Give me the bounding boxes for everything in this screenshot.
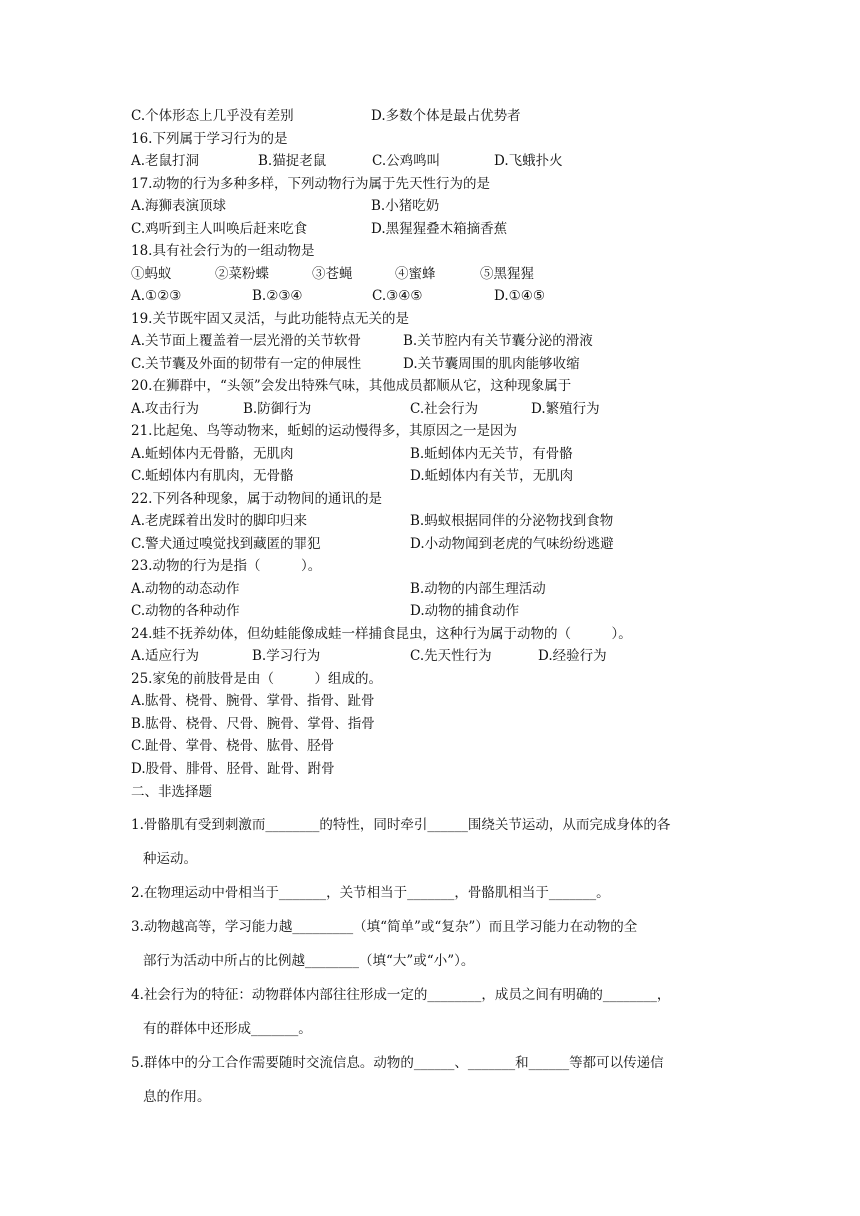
question-line: 5.群体中的分工合作需要随时交流信息。动物的______、_______和______等都可以传递信 — [131, 1054, 664, 1071]
option-c: C.警犬通过嗅觉找到藏匿的罪犯 — [131, 535, 321, 552]
question-line: 2.在物理运动中骨相当于_______，关节相当于_______，骨骼肌相当于_______。 — [131, 884, 610, 901]
option-a: A.蚯蚓体内无骨骼，无肌肉 — [131, 445, 294, 462]
option-a: A.动物的动态动作 — [131, 580, 240, 597]
option-a: A.老虎踩着出发时的脚印归来 — [131, 513, 308, 529]
animal-3: ③苍蝇 — [312, 265, 353, 282]
question-21-options-ab — [131, 443, 751, 466]
question-line-continued: 息的作用。 — [143, 1088, 211, 1105]
question-18-stem: 18.具有社会行为的一组动物是 — [131, 243, 315, 259]
option-a: A.①②③ — [131, 288, 182, 304]
option-b: B.防御行为 — [243, 400, 312, 417]
option-c: C.先天性行为 — [410, 648, 492, 664]
question-21-stem: 21.比起兔、鸟等动物来，蚯蚓的运动慢得多，其原因之一是因为 — [131, 423, 517, 439]
option-c: C.公鸡鸣叫 — [372, 153, 441, 169]
fill-in-question-5 — [131, 1046, 751, 1114]
question-19-options-ab — [131, 330, 751, 353]
option-b: B.关节腔内有关节囊分泌的滑液 — [403, 333, 593, 349]
question-17-stem: 17.动物的行为多种多样，下列动物行为属于先天性行为的是 — [131, 175, 490, 192]
question-15-options-cd — [131, 105, 751, 128]
option-d: D.黑猩猩叠木箱摘香蕉 — [371, 220, 508, 237]
option-d: D.经验行为 — [538, 648, 607, 664]
question-20-options — [131, 398, 751, 421]
option-a: A.适应行为 — [131, 648, 200, 664]
animal-5: ⑤黑猩猩 — [480, 265, 534, 282]
question-line: 4.社会行为的特征：动物群体内部往往形成一定的________，成员之间有明确的________， — [131, 986, 671, 1003]
option-a: A.肱骨、桡骨、腕骨、掌骨、指骨、趾骨 — [131, 693, 375, 709]
option-b: B.小猪吃奶 — [371, 198, 440, 214]
option-b: B.学习行为 — [252, 648, 321, 664]
animal-1: ①蚂蚁 — [131, 265, 172, 282]
option-d: D.繁殖行为 — [531, 400, 600, 417]
animal-4: ④蜜蜂 — [395, 265, 436, 282]
question-17-options-ab — [131, 195, 751, 218]
question-19-stem: 19.关节既牢固又灵活，与此功能特点无关的是 — [131, 310, 409, 327]
option-b: B.蚂蚁根据同伴的分泌物找到食物 — [410, 513, 614, 529]
question-line-continued: 部行为活动中所占的比例越________（填“大”或“小”）。 — [143, 952, 475, 969]
question-23-stem: 23.动物的行为是指（ ）。 — [131, 558, 322, 574]
option-a: A.攻击行为 — [131, 400, 200, 417]
option-a: A.老鼠打洞 — [131, 153, 200, 169]
option-b: B.动物的内部生理活动 — [410, 580, 546, 597]
option-d: D.蚯蚓体内有关节，无肌肉 — [410, 468, 574, 484]
question-line-continued: 有的群体中还形成_______。 — [143, 1020, 312, 1037]
question-22-options-cd — [131, 533, 751, 556]
option-d: D.多数个体是最占优势者 — [371, 108, 521, 124]
animal-2: ②菜粉蝶 — [215, 265, 269, 282]
option-b: B.肱骨、桡骨、尺骨、腕骨、掌骨、指骨 — [131, 715, 375, 732]
question-23-options-cd — [131, 600, 751, 623]
option-b: B.蚯蚓体内无关节，有骨骼 — [410, 445, 573, 462]
question-16-stem: 16.下列属于学习行为的是 — [131, 130, 288, 147]
option-c: C.蚯蚓体内有肌肉，无骨骼 — [131, 468, 294, 484]
question-20-stem: 20.在狮群中，“头领”会发出特殊气味，其他成员都顺从它，这种现象属于 — [131, 378, 572, 394]
fill-in-question-3 — [131, 910, 751, 978]
question-line: 3.动物越高等，学习能力越_________（填“简单”或“复杂”）而且学习能力在动物的全 — [131, 918, 638, 935]
option-a: A.关节面上覆盖着一层光滑的关节软骨 — [131, 333, 362, 349]
option-b: B.猫捉老鼠 — [258, 153, 327, 169]
question-17-options-cd — [131, 218, 751, 241]
option-c: C.动物的各种动作 — [131, 603, 240, 619]
question-24-options — [131, 645, 751, 668]
question-21-options-cd — [131, 465, 751, 488]
question-16-options — [131, 150, 751, 173]
option-c: C.个体形态上几乎没有差别 — [131, 108, 294, 124]
option-d: D.①④⑤ — [494, 288, 545, 304]
question-22-options-ab — [131, 510, 751, 533]
option-d: D.小动物闻到老虎的气味纷纷逃避 — [410, 535, 614, 552]
section-title: 二、非选择题 — [131, 784, 212, 800]
question-25-stem: 25.家兔的前肢骨是由（ ）组成的。 — [131, 670, 382, 687]
option-d: D.关节囊周围的肌肉能够收缩 — [403, 355, 580, 372]
question-19-options-cd — [131, 353, 751, 376]
question-24-stem: 24.蛙不抚养幼体，但幼蛙能像成蛙一样捕食昆虫，这种行为属于动物的（ ）。 — [131, 625, 632, 642]
question-18-animals — [131, 263, 751, 286]
question-22-stem: 22.下列各种现象，属于动物间的通讯的是 — [131, 490, 382, 507]
exam-page — [131, 105, 751, 1114]
option-b: B.②③④ — [252, 288, 303, 304]
option-c: C.鸡听到主人叫唤后赶来吃食 — [131, 220, 308, 237]
fill-in-question-1 — [131, 808, 751, 876]
option-d: D.动物的捕食动作 — [410, 603, 520, 619]
option-d: D.飞蛾扑火 — [494, 153, 563, 169]
option-c: C.趾骨、掌骨、桡骨、肱骨、胫骨 — [131, 738, 335, 754]
fill-in-question-2 — [131, 876, 751, 910]
option-c: C.社会行为 — [410, 400, 479, 417]
option-c: C.③④⑤ — [372, 288, 423, 304]
option-a: A.海狮表演顶球 — [131, 198, 227, 214]
question-line-continued: 种运动。 — [143, 850, 197, 867]
question-23-options-ab — [131, 578, 751, 601]
option-d: D.股骨、腓骨、胫骨、趾骨、跗骨 — [131, 760, 335, 777]
option-c: C.关节囊及外面的韧带有一定的伸展性 — [131, 355, 362, 372]
question-line: 1.骨骼肌有受到刺激而________的特性，同时牵引______围绕关节运动，从而完成身体的各 — [131, 816, 671, 833]
question-18-options — [131, 285, 751, 308]
fill-in-question-4 — [131, 978, 751, 1046]
